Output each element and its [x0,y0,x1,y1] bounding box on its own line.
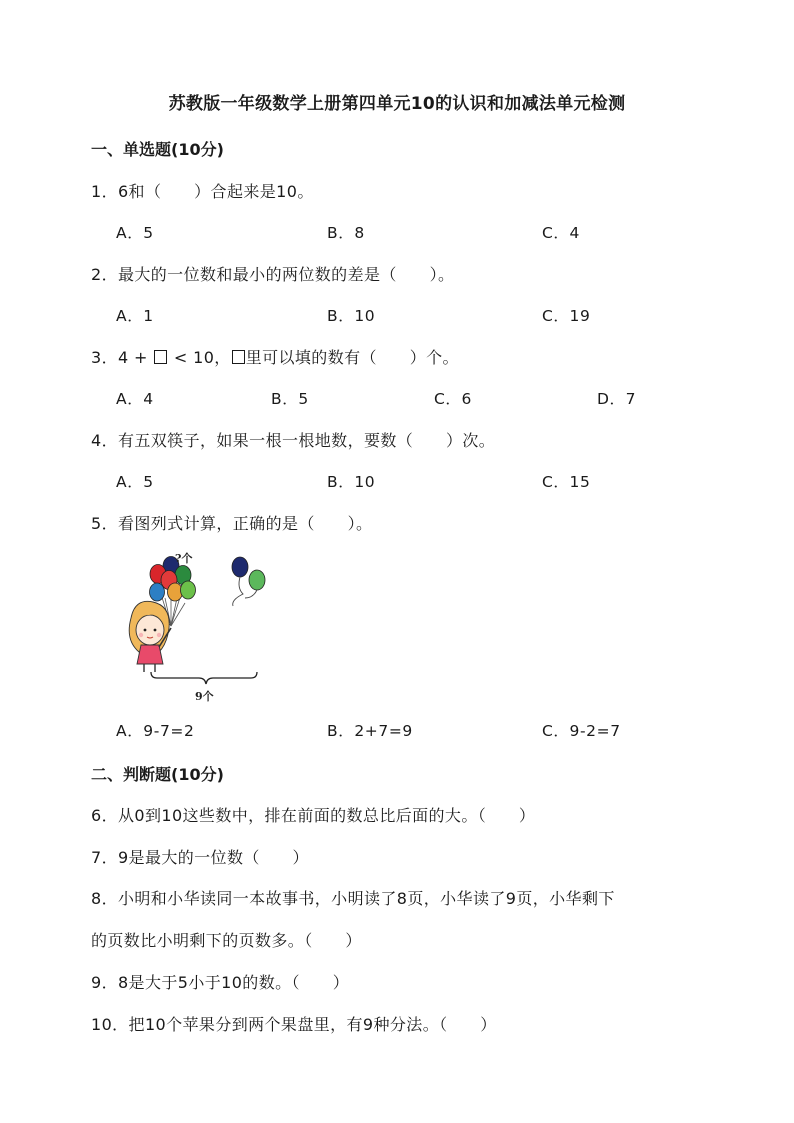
section-heading-single-choice: 一、单选题(10分) [91,140,224,159]
blank-box-icon [154,350,167,364]
balloon-girl-icon [113,548,288,708]
question-7: 7．9是最大的一位数（ ） [91,848,309,867]
question-6: 6．从0到10这些数中，排在前面的数总比后面的大。（ ） [91,806,536,825]
question-3-middle: < 10， [168,348,231,367]
question-2: 2．最大的一位数和最小的两位数的差是（ ）。 [91,265,455,284]
question-8-line-2: 的页数比小明剩下的页数多。（ ） [91,931,362,950]
blank-box-icon [232,350,245,364]
q5-option-b: B．2+7=9 [327,722,413,740]
total-count-label: 9个 [195,690,214,703]
q3-option-d: D．7 [597,390,637,408]
q5-option-a: A．9-7=2 [116,722,195,740]
q4-option-a: A．5 [116,473,154,491]
question-5: 5．看图列式计算，正确的是（ ）。 [91,514,373,533]
page-title: 苏教版一年级数学上册第四单元10的认识和加减法单元检测 [168,94,626,114]
q2-option-a: A．1 [116,307,154,325]
q4-option-b: B．10 [327,473,376,491]
balloon-girl-illustration [113,548,288,708]
question-4: 4．有五双筷子，如果一根一根地数，要数（ ）次。 [91,431,496,450]
section-heading-true-false: 二、判断题(10分) [91,765,224,784]
balloon-question-label: ?个 [175,552,193,565]
q1-option-c: C．4 [542,224,580,242]
question-8-line-1: 8．小明和小华读同一本故事书，小明读了8页，小华读了9页，小华剩下 [91,889,615,908]
question-3-suffix: 里可以填的数有（ ）个。 [245,348,459,367]
question-9: 9．8是大于5小于10的数。（ ） [91,973,350,992]
question-10: 10．把10个苹果分到两个果盘里，有9种分法。（ ） [91,1015,497,1034]
q1-option-a: A．5 [116,224,154,242]
q3-option-b: B．5 [271,390,309,408]
question-3 [91,345,459,368]
question-1: 1．6和（ ）合起来是10。 [91,182,314,201]
q1-option-b: B．8 [327,224,365,242]
question-3-prefix: 3．4 + [91,348,154,367]
q2-option-b: B．10 [327,307,376,325]
q3-option-a: A．4 [116,390,154,408]
q5-option-c: C．9-2=7 [542,722,621,740]
q4-option-c: C．15 [542,473,591,491]
q3-option-c: C．6 [434,390,472,408]
q2-option-c: C．19 [542,307,591,325]
